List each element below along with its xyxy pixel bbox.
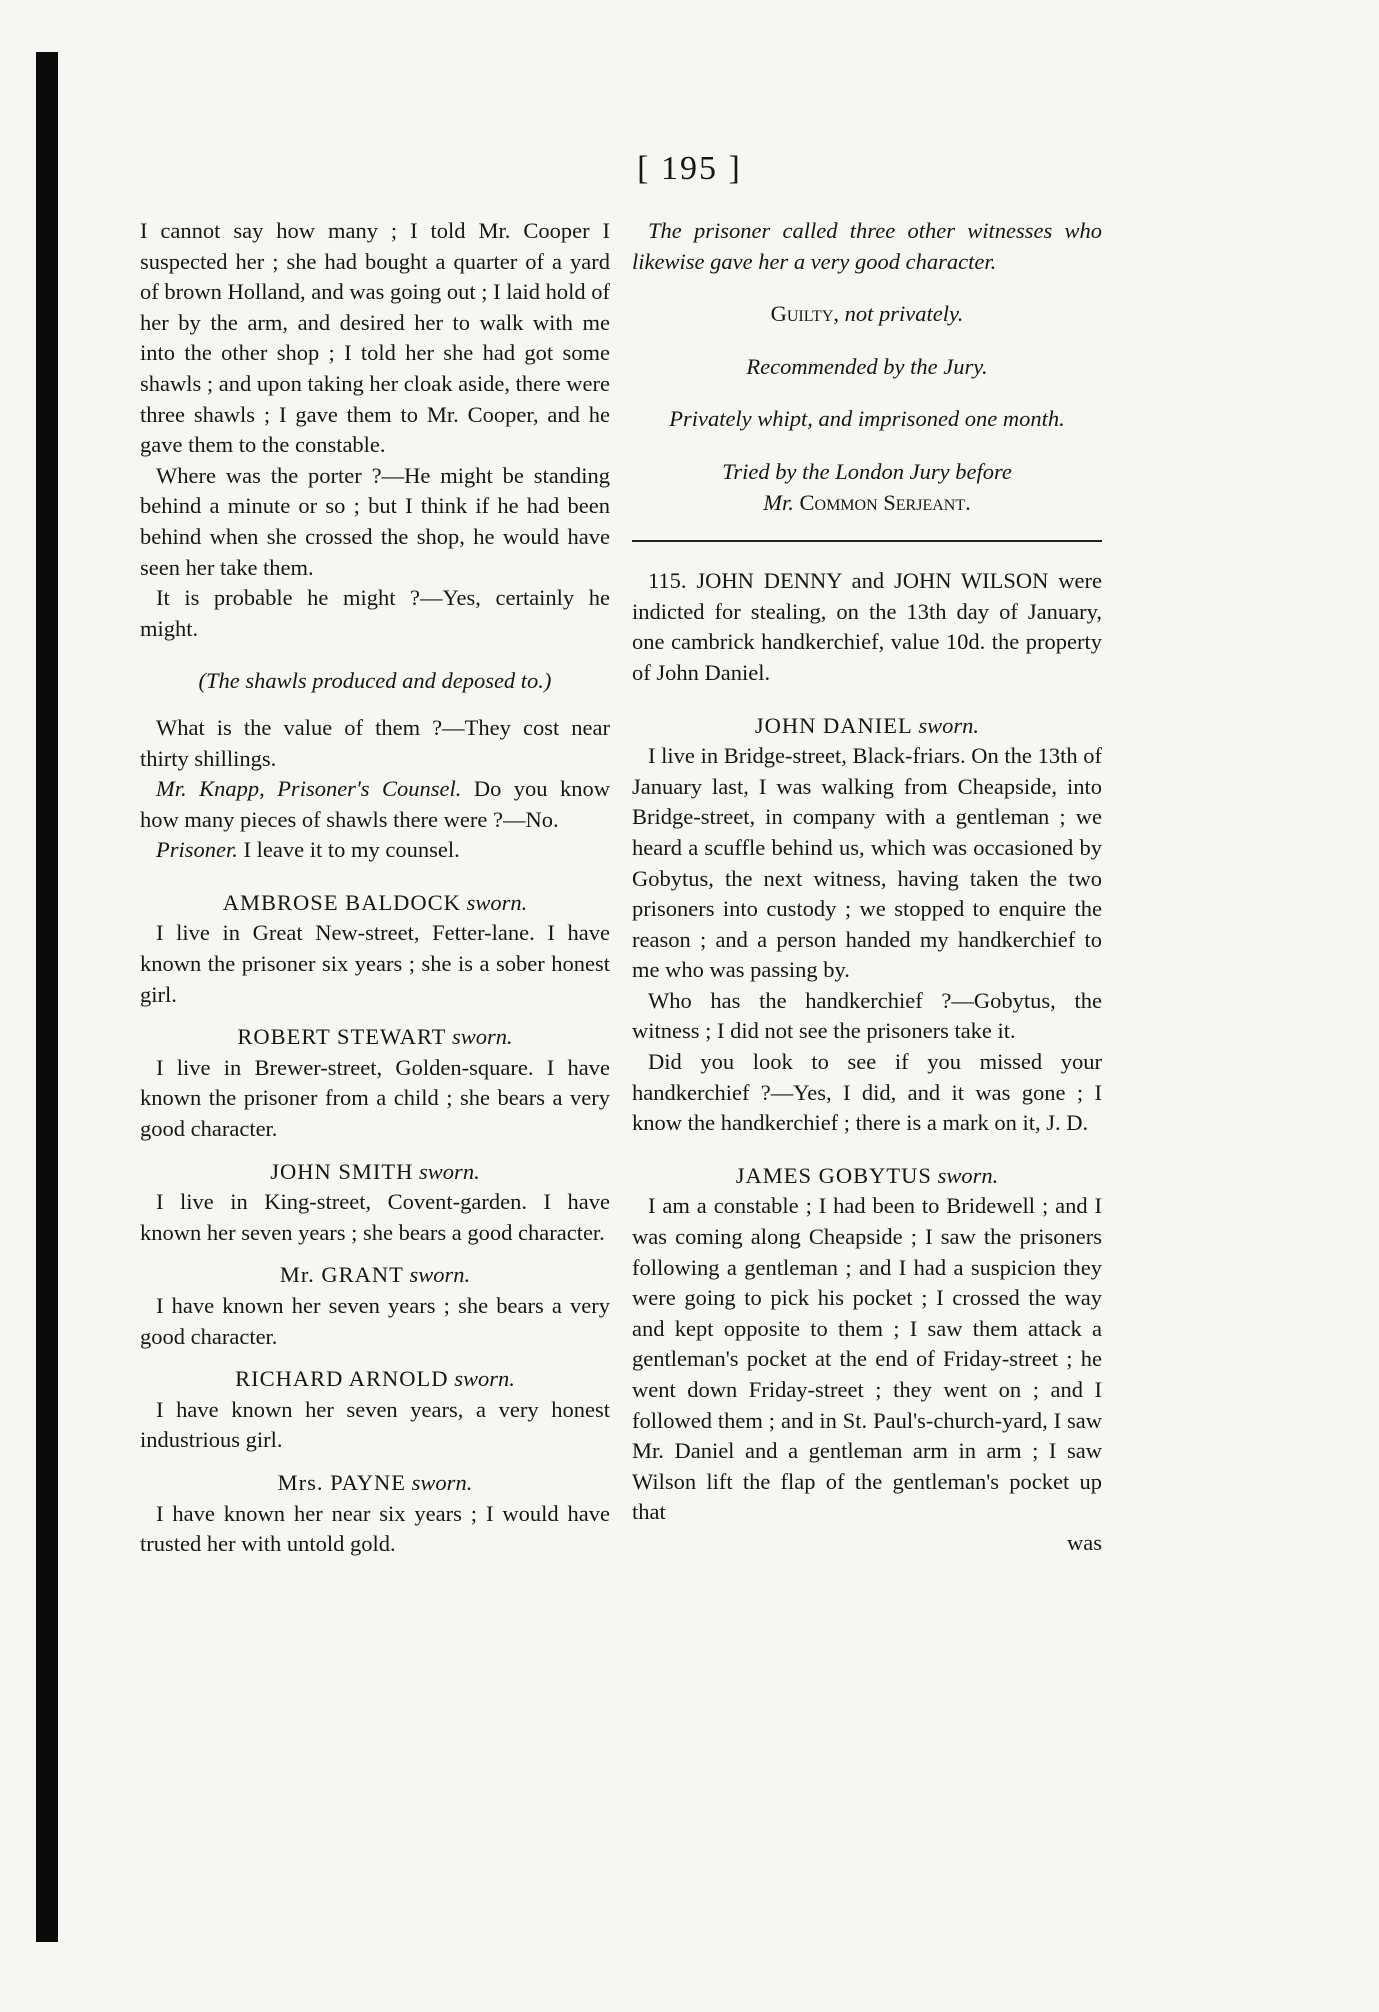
witness-heading: JOHN SMITH sworn. bbox=[270, 1158, 480, 1184]
sentence: Privately whipt, and imprisoned one month. bbox=[669, 406, 1065, 432]
paragraph: Who has the handkerchief ?—Gobytus, the witness ; I did not see the prisoners take it. bbox=[632, 987, 1102, 1044]
paragraph: I have known her seven years, a very honest industrious girl. bbox=[140, 1396, 610, 1453]
witness-heading: AMBROSE BALDOCK sworn. bbox=[222, 889, 528, 915]
page-number: [ 195 ] bbox=[637, 150, 742, 187]
witness-heading: Mrs. PAYNE sworn. bbox=[277, 1469, 473, 1495]
paragraph: I have known her seven years ; she bears a very good character. bbox=[140, 1293, 610, 1349]
witness-heading: JAMES GOBYTUS sworn. bbox=[735, 1162, 999, 1188]
scan-edge-bar bbox=[36, 52, 58, 1942]
verdict: Guilty, not privately. bbox=[770, 301, 964, 327]
section-divider bbox=[632, 540, 1102, 542]
left-column bbox=[140, 216, 610, 1560]
paragraph: I live in Great New-street, Fetter-lane. I have known the prisoner six years ; she is a sober honest girl. bbox=[140, 920, 610, 1007]
paragraph: Mr. Knapp, Prisoner's Counsel. Do you know how many pieces of shawls there were ?—No. bbox=[140, 776, 610, 832]
paragraph: Did you look to see if you missed your handkerchief ?—Yes, I did, and it was gone ; I know the handkerchief ; there is a mark on it, J. D. bbox=[632, 1049, 1102, 1136]
witness-heading: ROBERT STEWART sworn. bbox=[237, 1024, 513, 1050]
witness-heading: JOHN DANIEL sworn. bbox=[754, 712, 980, 738]
paragraph: I live in Bridge-street, Black-friars. On the 13th of January last, I was walking from Cheapside, into Bridge-street, in company with a gentleman ; we heard a scuffle behind us, which was occasioned by Gobytus, the next witness, having taken the two prisoners into custody ; we stopped to enquire the reason ; and a person handed my handkerchief to me who was passing by. bbox=[632, 743, 1102, 983]
speaker-label: Prisoner. bbox=[156, 837, 238, 863]
trial-note: Mr. Common Serjeant. bbox=[763, 489, 971, 515]
case-paragraph: 115. JOHN DENNY and JOHN WILSON were indicted for stealing, on the 13th day of January, one cambrick handkerchief, value 10d. the property of John Daniel. bbox=[632, 568, 1102, 685]
paragraph: I am a constable ; I had been to Bridewell ; and I was coming along Cheapside ; I saw the prisoners following a gentleman ; and I had a suspicion they were going to pick his pocket ; I crossed the way and kept opposite to them ; I saw them attack a gentleman's pocket at the end of Friday-street ; he went down Friday-street ; they went on ; and I followed them ; and in St. Paul's-church-yard, I saw Mr. Daniel and a gentleman arm in arm ; I saw Wilson lift the flap of the gentleman's pocket up that bbox=[632, 1193, 1102, 1525]
paragraph: It is probable he might ?—Yes, certainly he might. bbox=[140, 585, 610, 641]
paragraph: I cannot say how many ; I told Mr. Cooper I suspected her ; she had bought a quarter of a yard of brown Holland, and was going out ; I laid hold of her by the arm, and desired her to walk with me into the other shop ; I told her she had got some shawls ; and upon taking her cloak aside, there were three shawls ; I gave them to Mr. Cooper, and he gave them to the constable. bbox=[140, 218, 610, 458]
paragraph: I live in Brewer-street, Golden-square. I have known the prisoner from a child ; she bears a very good character. bbox=[140, 1054, 610, 1142]
paragraph: The prisoner called three other witnesses who likewise gave her a very good character. bbox=[632, 218, 1102, 274]
catchword: was bbox=[1067, 1529, 1102, 1555]
paragraph: I live in King-street, Covent-garden. I have known her seven years ; she bears a good character. bbox=[140, 1189, 610, 1245]
paragraph: What is the value of them ?—They cost near thirty shillings. bbox=[140, 714, 610, 771]
paragraph: I have known her near six years ; I would have trusted her with untold gold. bbox=[140, 1500, 610, 1557]
paragraph: Prisoner. I leave it to my counsel. bbox=[156, 837, 460, 863]
recommendation: Recommended by the Jury. bbox=[746, 353, 988, 379]
right-column bbox=[632, 216, 1102, 1559]
witness-heading: Mr. GRANT sworn. bbox=[279, 1262, 471, 1288]
witness-heading: RICHARD ARNOLD sworn. bbox=[235, 1366, 515, 1392]
speaker-label: Mr. Knapp, Prisoner's Counsel. bbox=[156, 776, 462, 802]
stage-direction: (The shawls produced and deposed to.) bbox=[198, 668, 552, 694]
trial-note: Tried by the London Jury before bbox=[722, 458, 1012, 484]
paragraph: Where was the porter ?—He might be standing behind a minute or so ; but I think if he had been behind when she crossed the shop, he would have seen her take them. bbox=[140, 462, 610, 580]
